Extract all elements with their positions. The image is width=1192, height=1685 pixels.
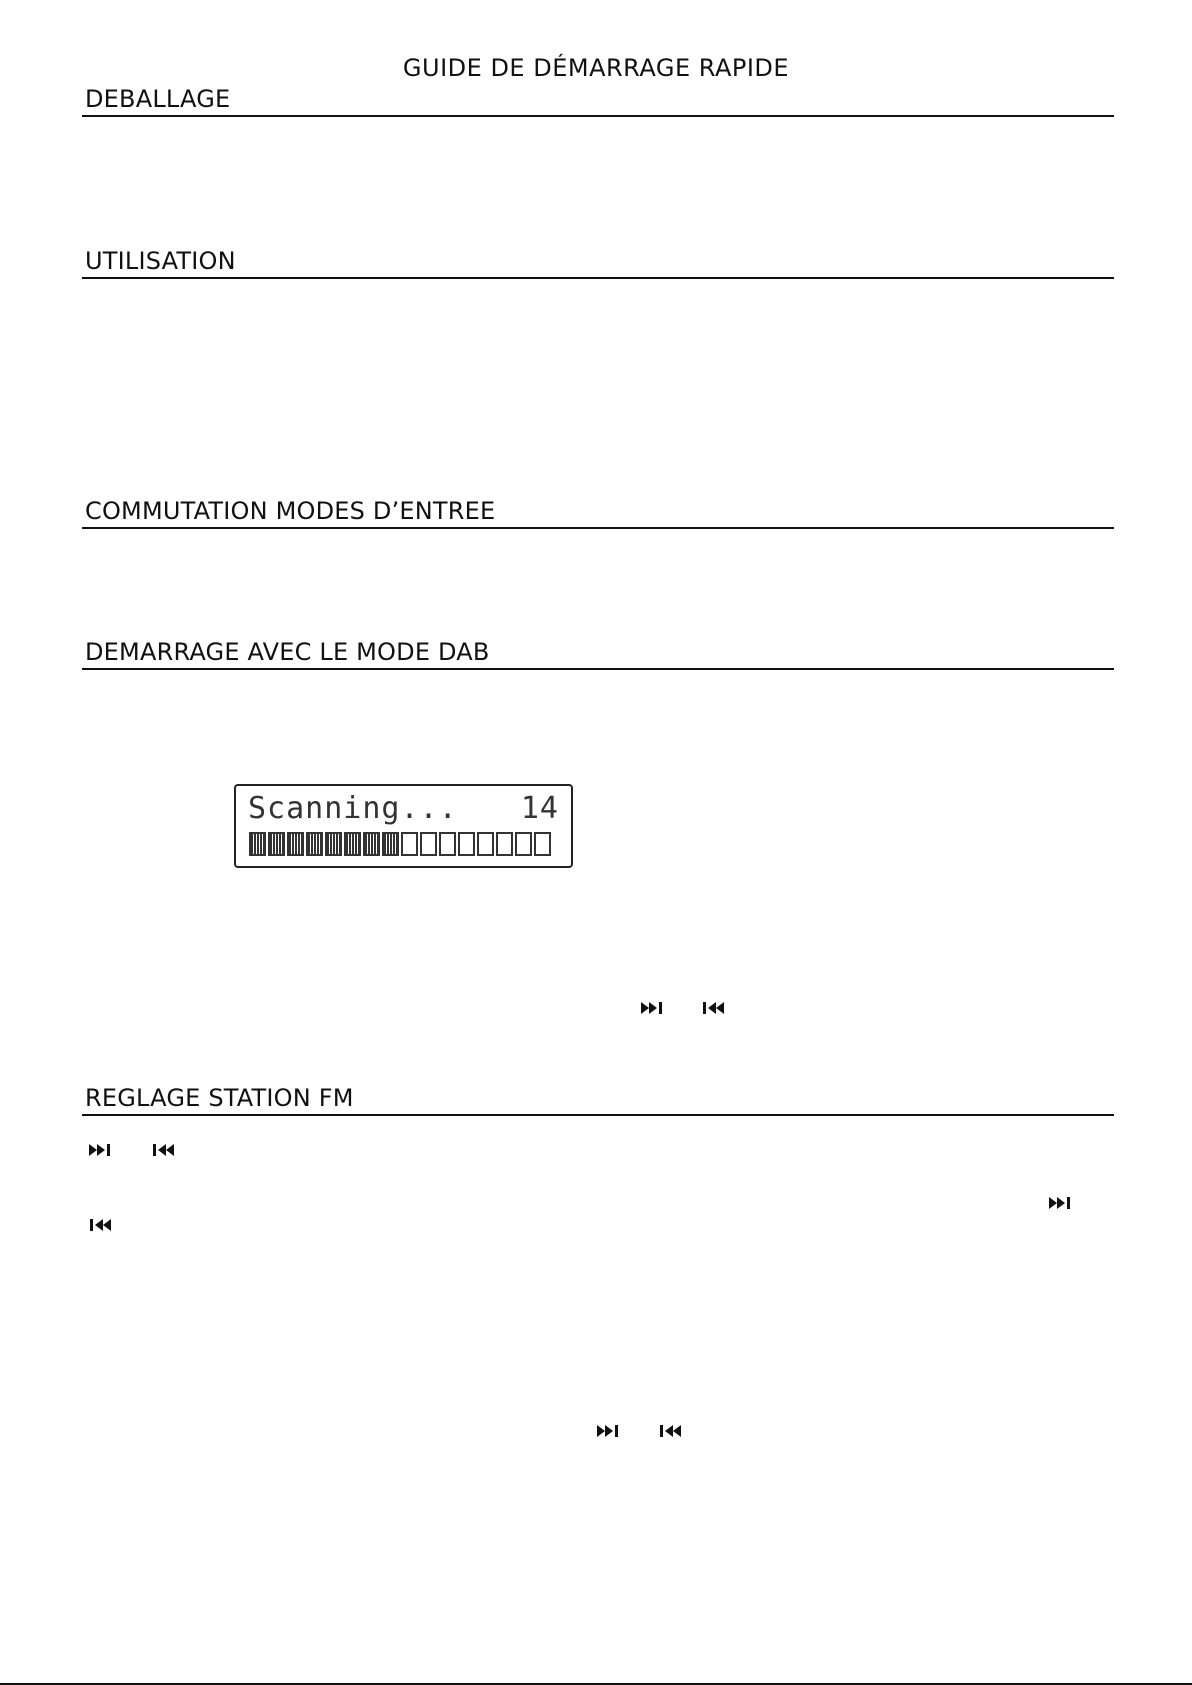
section-demarrage-dab — [82, 638, 1114, 670]
progress-segment-filled — [287, 832, 304, 856]
section-heading: UTILISATION — [82, 247, 1114, 279]
section-heading: DEMARRAGE AVEC LE MODE DAB — [82, 638, 1114, 670]
progress-segment-filled — [363, 832, 380, 856]
section-reglage-fm — [82, 1084, 1114, 1116]
progress-segment-filled — [268, 832, 285, 856]
progress-segment-empty — [534, 832, 551, 856]
section-commutation — [82, 497, 1114, 529]
next-track-icon — [89, 1143, 115, 1157]
progress-segment-empty — [458, 832, 475, 856]
previous-track-icon — [703, 1001, 729, 1015]
lcd-status-text: Scanning... — [248, 791, 458, 826]
progress-segment-empty — [515, 832, 532, 856]
section-deballage — [82, 85, 1114, 117]
progress-segment-empty — [401, 832, 418, 856]
section-heading: REGLAGE STATION FM — [82, 1084, 1114, 1116]
lcd-display — [234, 784, 573, 868]
progress-segment-filled — [249, 832, 266, 856]
progress-segment-empty — [439, 832, 456, 856]
progress-segment-empty — [420, 832, 437, 856]
previous-track-icon — [660, 1424, 686, 1438]
document-title: GUIDE DE DÉMARRAGE RAPIDE — [402, 54, 790, 82]
progress-segment-empty — [496, 832, 513, 856]
progress-segment-filled — [382, 832, 399, 856]
progress-segment-filled — [306, 832, 323, 856]
section-utilisation — [82, 247, 1114, 279]
previous-track-icon — [153, 1143, 179, 1157]
progress-segment-empty — [477, 832, 494, 856]
lcd-count: 14 — [520, 791, 559, 826]
progress-segment-filled — [344, 832, 361, 856]
section-heading: DEBALLAGE — [82, 85, 1114, 117]
next-track-icon — [641, 1001, 667, 1015]
progress-segment-filled — [325, 832, 342, 856]
lcd-progress-bar — [249, 832, 551, 858]
next-track-icon — [597, 1424, 623, 1438]
section-heading: COMMUTATION MODES D’ENTREE — [82, 497, 1114, 529]
previous-track-icon — [90, 1218, 116, 1232]
next-track-icon — [1049, 1196, 1075, 1210]
